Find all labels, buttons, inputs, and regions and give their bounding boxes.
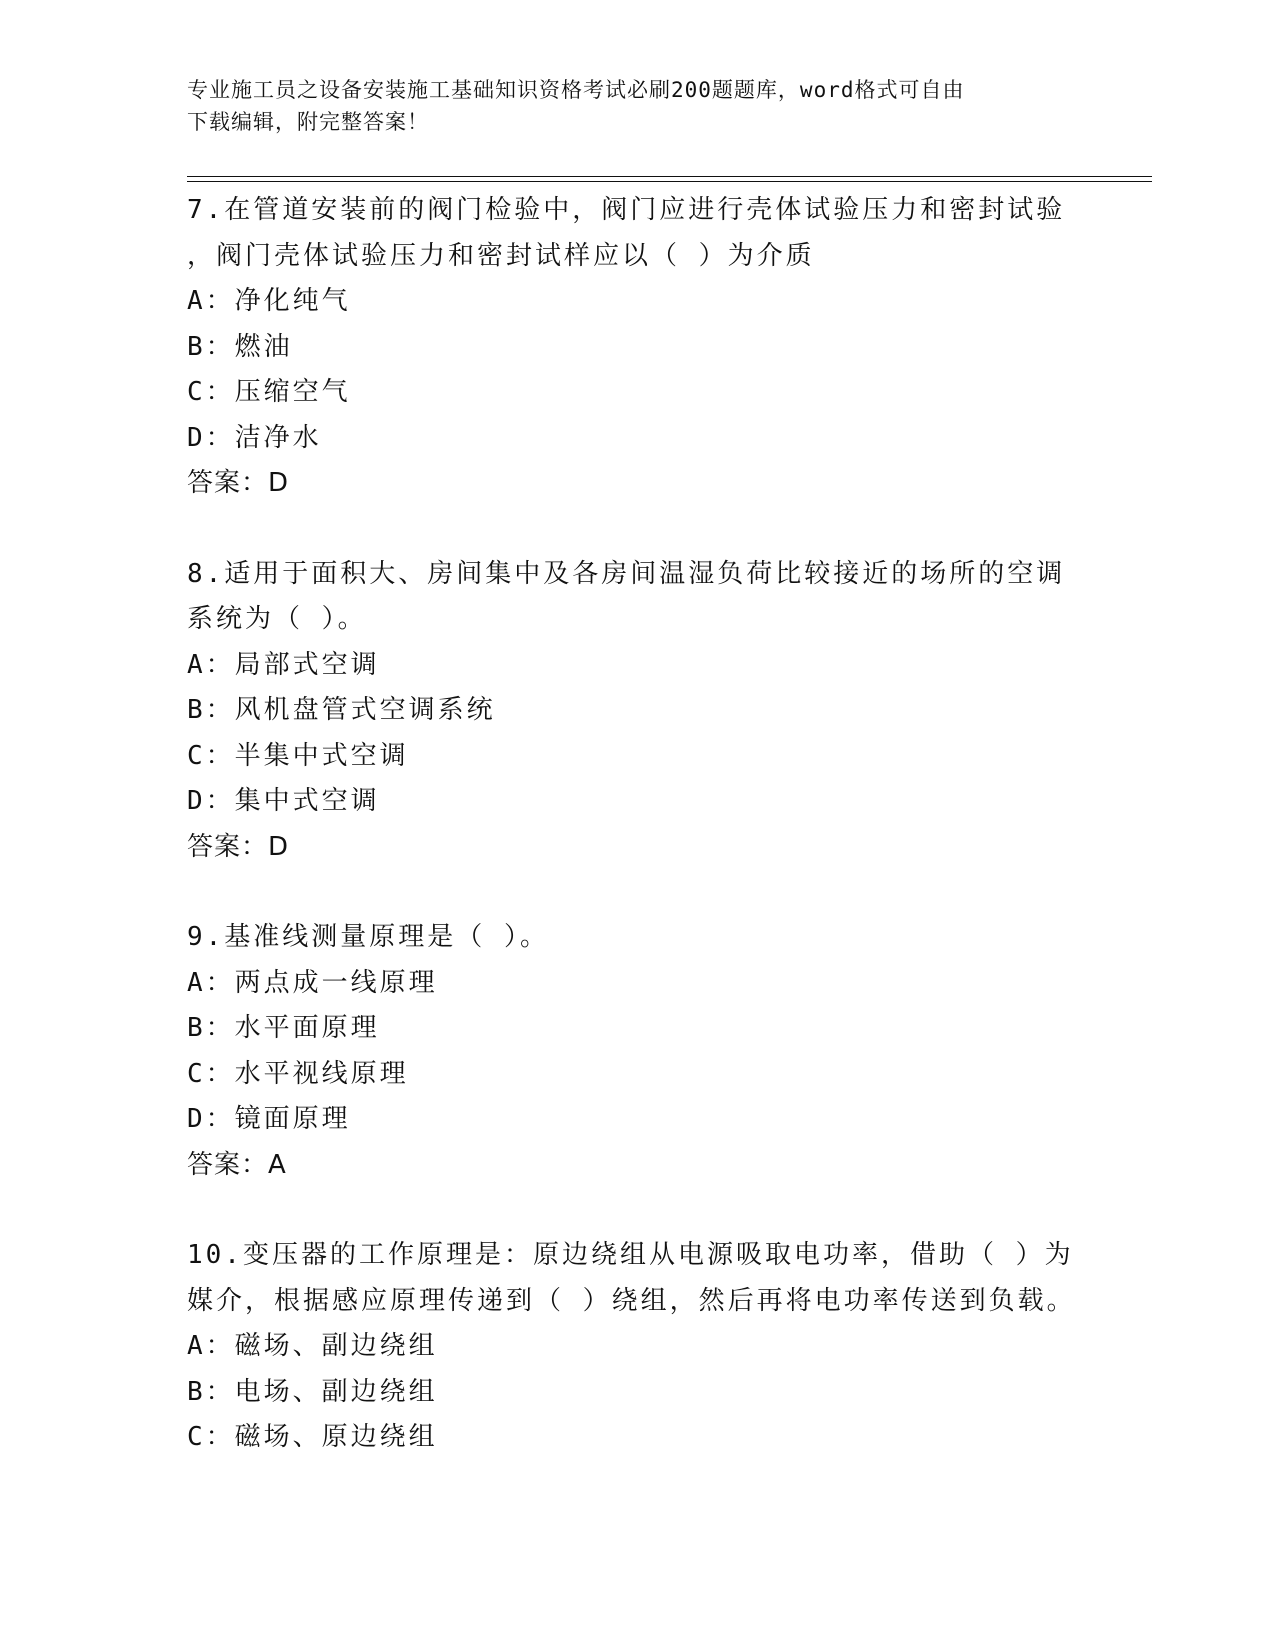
option-b: B：燃油: [187, 331, 293, 362]
answer: 答案：D: [187, 831, 290, 862]
option-c: C：半集中式空调: [187, 740, 409, 771]
option-c: C：水平视线原理: [187, 1058, 409, 1089]
question-stem: ，阀门壳体试验压力和密封试样应以（ ）为介质: [187, 240, 815, 271]
option-b: B：风机盘管式空调系统: [187, 695, 496, 725]
document-header: [187, 74, 1067, 138]
option-c: C：压缩空气: [187, 377, 351, 407]
option-a: A：磁场、副边绕组: [187, 1331, 438, 1361]
question-8: [187, 552, 1147, 871]
option-d: D：洁净水: [187, 422, 322, 453]
option-d: D：集中式空调: [187, 786, 380, 816]
spacer: [187, 870, 1147, 915]
option-d: D：镜面原理: [187, 1104, 351, 1134]
spacer: [187, 1188, 1147, 1233]
header-line-1: 专业施工员之设备安装施工基础知识资格考试必刷200题题库，word格式可自由: [187, 78, 965, 102]
header-divider-top: [187, 176, 1152, 177]
answer: 答案：A: [187, 1149, 287, 1180]
header-divider-bottom: [187, 181, 1152, 182]
question-9: [187, 915, 1147, 1188]
option-c: C：磁场、原边绕组: [187, 1422, 438, 1452]
question-stem: 9.基准线测量原理是（ ）。: [187, 922, 549, 952]
question-stem: 系统为（ ）。: [187, 604, 367, 634]
option-a: A：局部式空调: [187, 649, 380, 680]
option-b: B：电场、副边绕组: [187, 1376, 438, 1407]
question-stem: 8.适用于面积大、房间集中及各房间温湿负荷比较接近的场所的空调: [187, 558, 1066, 589]
question-stem: 媒介，根据感应原理传递到（ ）绕组，然后再将电功率传送到负载。: [187, 1285, 1076, 1316]
spacer: [187, 507, 1147, 552]
question-stem: 7.在管道安装前的阀门检验中，阀门应进行壳体试验压力和密封试验: [187, 195, 1066, 225]
option-b: B：水平面原理: [187, 1013, 380, 1043]
question-stem: 10.变压器的工作原理是：原边绕组从电源吸取电功率，借助（ ）为: [187, 1240, 1074, 1270]
question-list: [187, 188, 1147, 1461]
option-a: A：净化纯气: [187, 286, 351, 316]
question-10: [187, 1233, 1147, 1461]
option-a: A：两点成一线原理: [187, 967, 438, 998]
answer: 答案：D: [187, 468, 290, 498]
question-7: [187, 188, 1147, 507]
header-line-2: 下载编辑，附完整答案！: [187, 110, 429, 134]
